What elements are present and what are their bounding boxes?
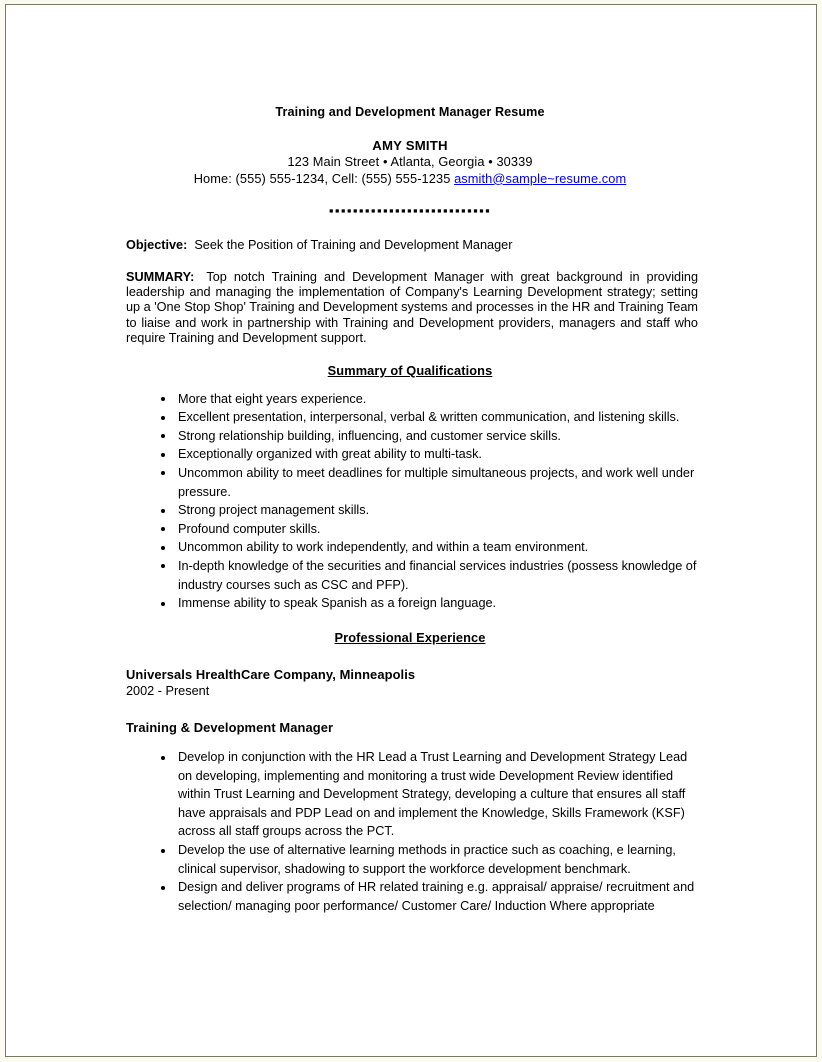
- list-item: Profound computer skills.: [122, 520, 698, 539]
- list-item: Excellent presentation, interpersonal, verbal & written communication, and listening skills.: [122, 408, 698, 427]
- objective-label: Objective:: [126, 238, 188, 253]
- objective-text: Seek the Position of Training and Development Manager: [194, 238, 513, 253]
- list-item: In-depth knowledge of the securities and financial services industries (possess knowledge of industry courses such as CSC and PFP).: [122, 557, 698, 594]
- list-item: Develop the use of alternative learning methods in practice such as coaching, e learning, clinical supervisor, shadowing to support the workforce development benchmark.: [122, 841, 698, 878]
- candidate-address: 123 Main Street • Atlanta, Georgia • 30339: [287, 154, 533, 170]
- document-title: Training and Development Manager Resume: [275, 105, 545, 119]
- document-page: [5, 4, 817, 1057]
- employment-dates: 2002 - Present: [126, 683, 210, 698]
- qualifications-list: [122, 390, 698, 613]
- list-item: More that eight years experience.: [122, 390, 698, 409]
- employer-name: Universals HrealthCare Company, Minneapolis: [126, 667, 416, 683]
- job-title: Training & Development Manager: [126, 720, 334, 736]
- list-item: Design and deliver programs of HR related training e.g. appraisal/ appraise/ recruitment and selection/ managing poor performance/ Customer Care/ Induction Where appropriate: [122, 878, 698, 915]
- list-item: Immense ability to speak Spanish as a foreign language.: [122, 594, 698, 613]
- summary-text: Top notch Training and Development Manager with great background in providing leadership and managing the implementation of Company's Learning Development strategy; setting up a 'One Stop Shop' Training and Development systems and processes in the HR and Training Team to liaise and work in partnership with Training and Development providers, managers and staff who require Training and Development support.: [126, 269, 698, 345]
- email-link[interactable]: asmith@sample~resume.com: [454, 170, 627, 186]
- list-item: Strong relationship building, influencing, and customer service skills.: [122, 427, 698, 446]
- list-item: Uncommon ability to work independently, and within a team environment.: [122, 538, 698, 557]
- qualifications-heading: Summary of Qualifications: [327, 362, 493, 378]
- objective-row: [126, 238, 698, 254]
- list-item: Exceptionally organized with great ability to multi-task.: [122, 445, 698, 464]
- decorative-divider: ▪▪▪▪▪▪▪▪▪▪▪▪▪▪▪▪▪▪▪▪▪▪▪▪▪▪▪: [328, 204, 492, 219]
- list-item: Strong project management skills.: [122, 501, 698, 520]
- resume-body: [122, 105, 698, 915]
- summary-row: [126, 270, 698, 346]
- list-item: Develop in conjunction with the HR Lead a Trust Learning and Development Strategy Lead on developing, implementing and monitoring a trust wide Development Review identified within Trust Learning and Development Strategy, developing a culture that ensures all staff have appraisals and PDP Lead on and implement the Knowledge, Skills Framework (KSF) across all staff groups across the PCT.: [122, 748, 698, 841]
- list-item: Uncommon ability to meet deadlines for multiple simultaneous projects, and work well under pressure.: [122, 464, 698, 501]
- experience-heading: Professional Experience: [334, 629, 486, 645]
- candidate-contact: [122, 171, 698, 187]
- experience-list: [122, 748, 698, 915]
- page-content-area: [8, 7, 814, 1054]
- summary-label: SUMMARY:: [126, 269, 195, 284]
- contact-phones: Home: (555) 555-1234, Cell: (555) 555-1235: [193, 170, 455, 186]
- candidate-name: AMY SMITH: [372, 137, 448, 153]
